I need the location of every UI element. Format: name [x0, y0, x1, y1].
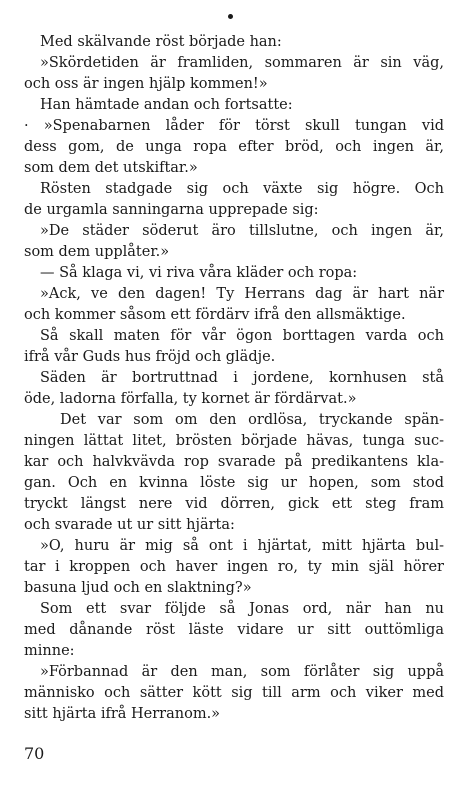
text-line: ningen lättat litet, brösten började hävas, tunga suc- — [24, 433, 444, 449]
text-line: med dånande röst läste vidare ur sitt outtömliga — [24, 622, 444, 638]
text-line: sitt hjärta ifrå Herranom.» — [24, 706, 221, 722]
text-line: som dem upplåter.» — [24, 244, 170, 260]
text-line: kar och halvkvävda rop svarade på predikantens kla- — [24, 454, 444, 470]
text-line: gan. Och en kvinna löste sig ur hopen, som stod — [24, 475, 444, 491]
text-line: Med skälvande röst började han: — [40, 34, 282, 50]
page-number: 70 — [24, 744, 45, 763]
text-line: ifrå vår Guds hus fröjd och glädje. — [24, 349, 276, 365]
text-line: Rösten stadgade sig och växte sig högre. Och — [40, 181, 444, 197]
text-line: minne: — [24, 643, 75, 659]
printer-mark — [228, 14, 233, 19]
text-line: de urgamla sanningarna upprepade sig: — [24, 202, 319, 218]
text-line: — Så klaga vi, vi riva våra kläder och ropa: — [40, 265, 358, 281]
text-line: Så skall maten för vår ögon borttagen varda och — [40, 328, 444, 344]
text-line: och oss är ingen hjälp kommen!» — [24, 76, 268, 92]
text-line: som dem det utskiftar.» — [24, 160, 198, 176]
text-line: · »Spenabarnen låder för törst skull tungan vid — [24, 118, 444, 134]
text-line: »O, huru är mig så ont i hjärtat, mitt hjärta bul- — [40, 538, 444, 554]
text-line: tar i kroppen och haver ingen ro, ty min själ hörer — [24, 559, 444, 575]
text-line: öde, ladorna förfalla, ty kornet är fördärvat.» — [24, 391, 357, 407]
text-line: Det var som om den ordlösa, tryckande spän- — [60, 412, 444, 428]
text-line: »De städer söderut äro tillslutne, och ingen är, — [40, 223, 444, 239]
text-line: och kommer såsom ett fördärv ifrå den allsmäktige. — [24, 307, 406, 323]
text-line: »Förbannad är den man, som förlåter sig uppå — [40, 664, 444, 680]
text-line: Som ett svar följde så Jonas ord, när han nu — [40, 601, 444, 617]
text-line: »Skördetiden är framliden, sommaren är sin väg, — [40, 55, 444, 71]
text-line: och svarade ut ur sitt hjärta: — [24, 517, 235, 533]
text-line: Säden är bortruttnad i jordene, kornhusen stå — [40, 370, 444, 386]
text-line: Han hämtade andan och fortsatte: — [40, 97, 293, 113]
text-line: basuna ljud och en slaktning?» — [24, 580, 252, 596]
text-line: tryckt längst nere vid dörren, gick ett steg fram — [24, 496, 444, 512]
text-line: »Ack, ve den dagen! Ty Herrans dag är hart när — [40, 286, 444, 302]
text-line: människo och sätter kött sig till arm och viker med — [24, 685, 444, 701]
text-line: dess gom, de unga ropa efter bröd, och ingen är, — [24, 139, 444, 155]
body-text — [24, 32, 444, 725]
